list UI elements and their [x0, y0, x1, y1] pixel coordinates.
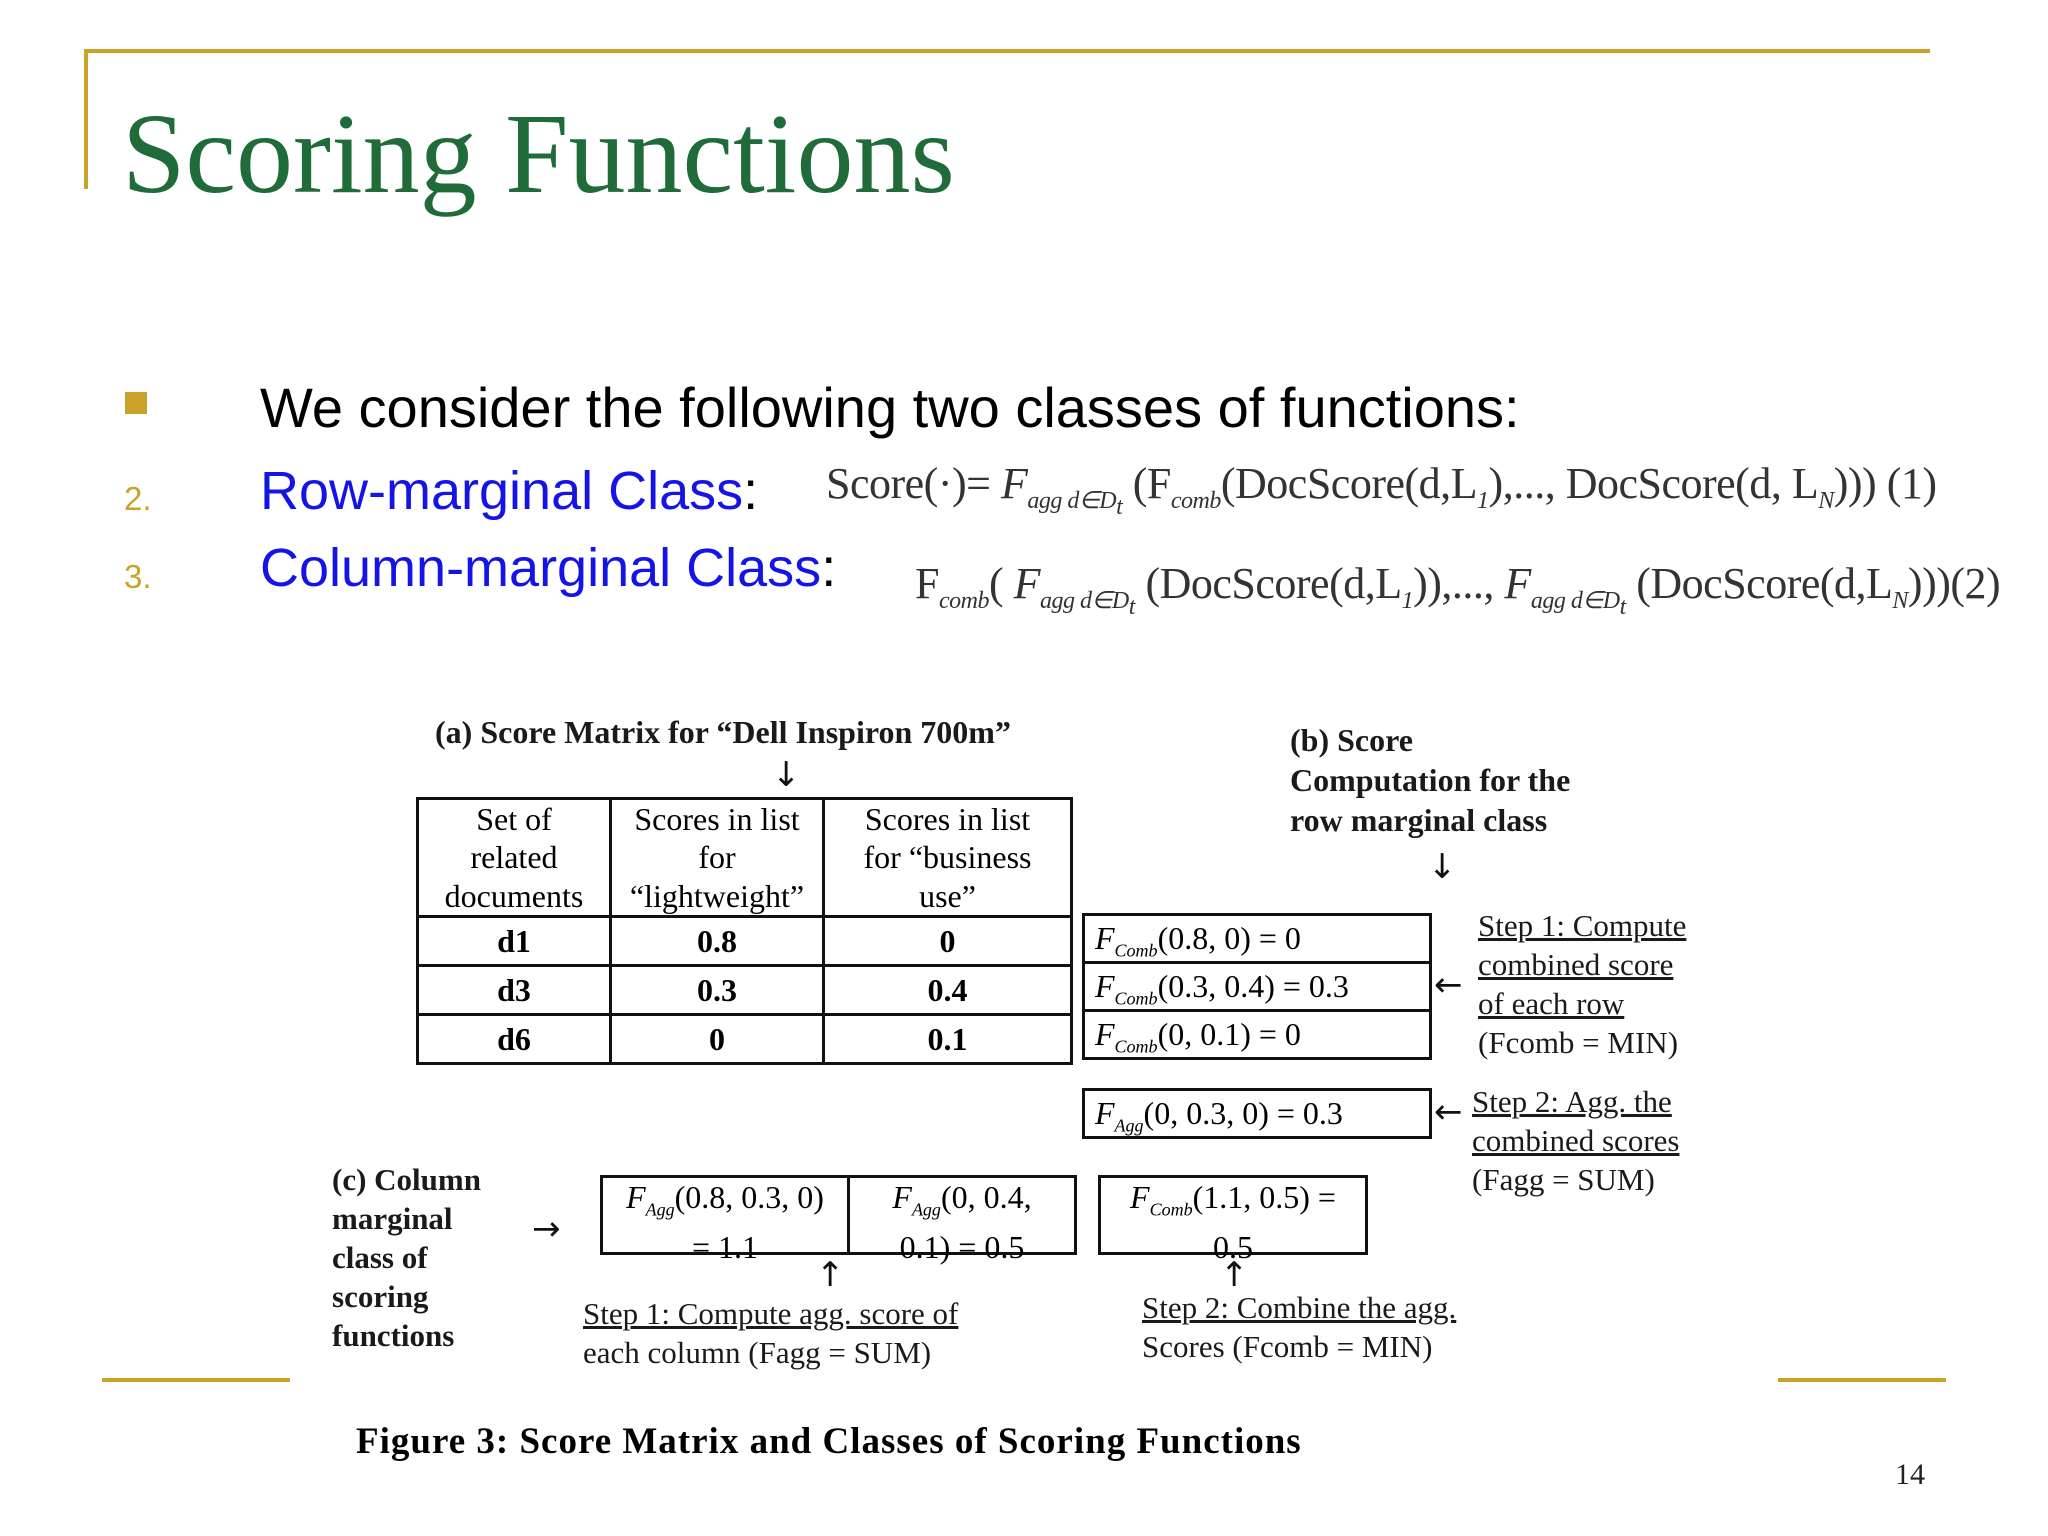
- col-agg-box: $F_{Agg}(0.8$, 0.3, 0) = 1.1: [600, 1175, 850, 1255]
- top-rule: [84, 49, 1930, 53]
- up-arrow-icon: ↑: [1220, 1255, 1249, 1295]
- comb-row-box: $F_{Comb}(0$, 0.1) = 0: [1082, 1009, 1432, 1060]
- step2-row-text: Step 2: Agg. the combined scores (Fagg = SUM): [1472, 1084, 1680, 1197]
- table-header: Scores in list for “lightweight”: [611, 799, 824, 917]
- bottom-rule-left: [102, 1378, 290, 1382]
- left-rule: [84, 49, 88, 189]
- column-marginal-label: Column-marginal Class:: [260, 538, 837, 598]
- caption-a: (a) Score Matrix for “Dell Inspiron 700m”: [435, 714, 1011, 750]
- right-arrow-icon: →: [532, 1209, 561, 1249]
- caption-c: (c) Column marginal class of scoring functions: [332, 1162, 481, 1353]
- caption-b: (b) Score Computation for the row marginal class: [1290, 722, 1571, 838]
- formula-2: $F_{comb}$( $F_{agg d\in D_t}$ $(DocScore(d,L_1))$,..., $F_{agg d\in D_t}$ $(DocScore(d,L_N)))(2)$: [915, 559, 2001, 620]
- page-number: 14: [1895, 1458, 1925, 1491]
- score-matrix-table: [416, 797, 1073, 1065]
- comb-row-box: $F_{Comb}(0.8$, 0) = 0: [1082, 913, 1432, 964]
- down-arrow-icon: ↓: [1428, 847, 1457, 887]
- item-number: 2.: [124, 480, 152, 517]
- bullet-square-icon: [125, 392, 147, 414]
- col-comb-box: $F_{Comb}(1.1$, 0.5) = 0.5: [1098, 1175, 1368, 1255]
- item-number: 3.: [124, 558, 152, 595]
- up-arrow-icon: ↑: [816, 1255, 845, 1295]
- table-row: d1 0.8 0: [418, 917, 1072, 966]
- bottom-rule-right: [1778, 1378, 1946, 1382]
- left-arrow-icon: ←: [1434, 965, 1463, 1005]
- formula-1: Score(·)= $F_{agg d\in D_t}$ ($F_{comb}(DocScore(d,L_1)$,..., DocScore(d, $L_N$))) (1): [826, 459, 1937, 520]
- step2-col-text: Step 2: Combine the agg. Scores (Fcomb = MIN): [1142, 1290, 1457, 1364]
- agg-result-box: $F_{Agg}(0$, 0.3, 0) = 0.3: [1082, 1088, 1432, 1139]
- comb-row-box: $F_{Comb}(0.3$, 0.4) = 0.3: [1082, 961, 1432, 1012]
- figure: [320, 700, 1740, 1500]
- table-row: d6 0 0.1: [418, 1015, 1072, 1064]
- slide-title: Scoring Functions: [122, 90, 955, 217]
- step1-col-text: Step 1: Compute agg. score of each column (Fagg = SUM): [583, 1296, 959, 1370]
- row-marginal-label: Row-marginal Class:: [260, 461, 759, 521]
- table-row: d3 0.3 0.4: [418, 966, 1072, 1015]
- bullet-text: We consider the following two classes of functions:: [260, 376, 1520, 439]
- left-arrow-icon: ←: [1434, 1092, 1463, 1132]
- figure-caption: Figure 3: Score Matrix and Classes of Scoring Functions: [356, 1421, 1302, 1462]
- table-header: Scores in list for “business use”: [824, 799, 1072, 917]
- col-agg-box: $F_{Agg}(0$, 0.4, 0.1) = 0.5: [847, 1175, 1077, 1255]
- step1-row-text: Step 1: Compute combined score of each row (Fcomb = MIN): [1478, 908, 1687, 1060]
- table-header: Set of related documents: [418, 799, 611, 917]
- down-arrow-icon: ↓: [772, 755, 801, 795]
